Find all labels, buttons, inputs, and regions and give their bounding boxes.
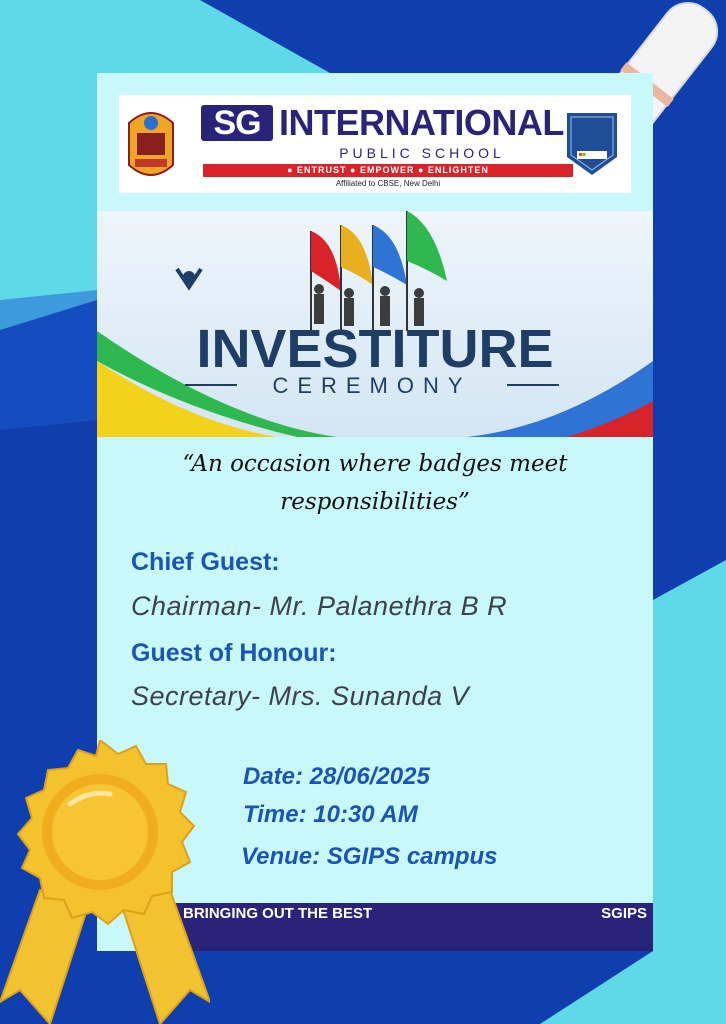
school-motto: ● ENTRUST ● EMPOWER ● ENLIGHTEN xyxy=(203,164,573,177)
event-time: Time: 10:30 AM xyxy=(243,801,418,828)
school-header xyxy=(119,95,631,193)
banner-subtitle: CEREMONY xyxy=(272,373,472,398)
banner-title: INVESTITURE xyxy=(196,319,554,379)
guest-of-honour-label: Guest of Honour: xyxy=(131,639,337,667)
chief-guest-label: Chief Guest: xyxy=(131,548,280,576)
investiture-banner xyxy=(97,211,653,437)
school-crest-icon xyxy=(125,103,177,185)
award-rosette-icon xyxy=(0,740,210,1024)
event-quote: “An occasion where badges meet responsibilities” xyxy=(182,451,568,515)
footer-bar xyxy=(163,903,653,951)
school-affiliation: Affiliated to CBSE, New Delhi xyxy=(335,179,441,188)
event-date: Date: 28/06/2025 xyxy=(243,763,430,790)
school-logo-sg: SG xyxy=(201,105,273,141)
guest-of-honour-name: Secretary- Mrs. Sunanda V xyxy=(131,681,470,711)
school-subtitle: PUBLIC SCHOOL xyxy=(339,145,505,161)
showcase-schools-badge-icon xyxy=(563,109,621,179)
event-venue: Venue: SGIPS campus xyxy=(241,843,498,870)
footer-short-name: SGIPS xyxy=(601,905,647,922)
footer-tagline: BRINGING OUT THE BEST xyxy=(183,905,373,922)
chief-guest-name: Chairman- Mr. Palanethra B R xyxy=(131,591,508,621)
school-name: INTERNATIONAL xyxy=(279,102,564,143)
